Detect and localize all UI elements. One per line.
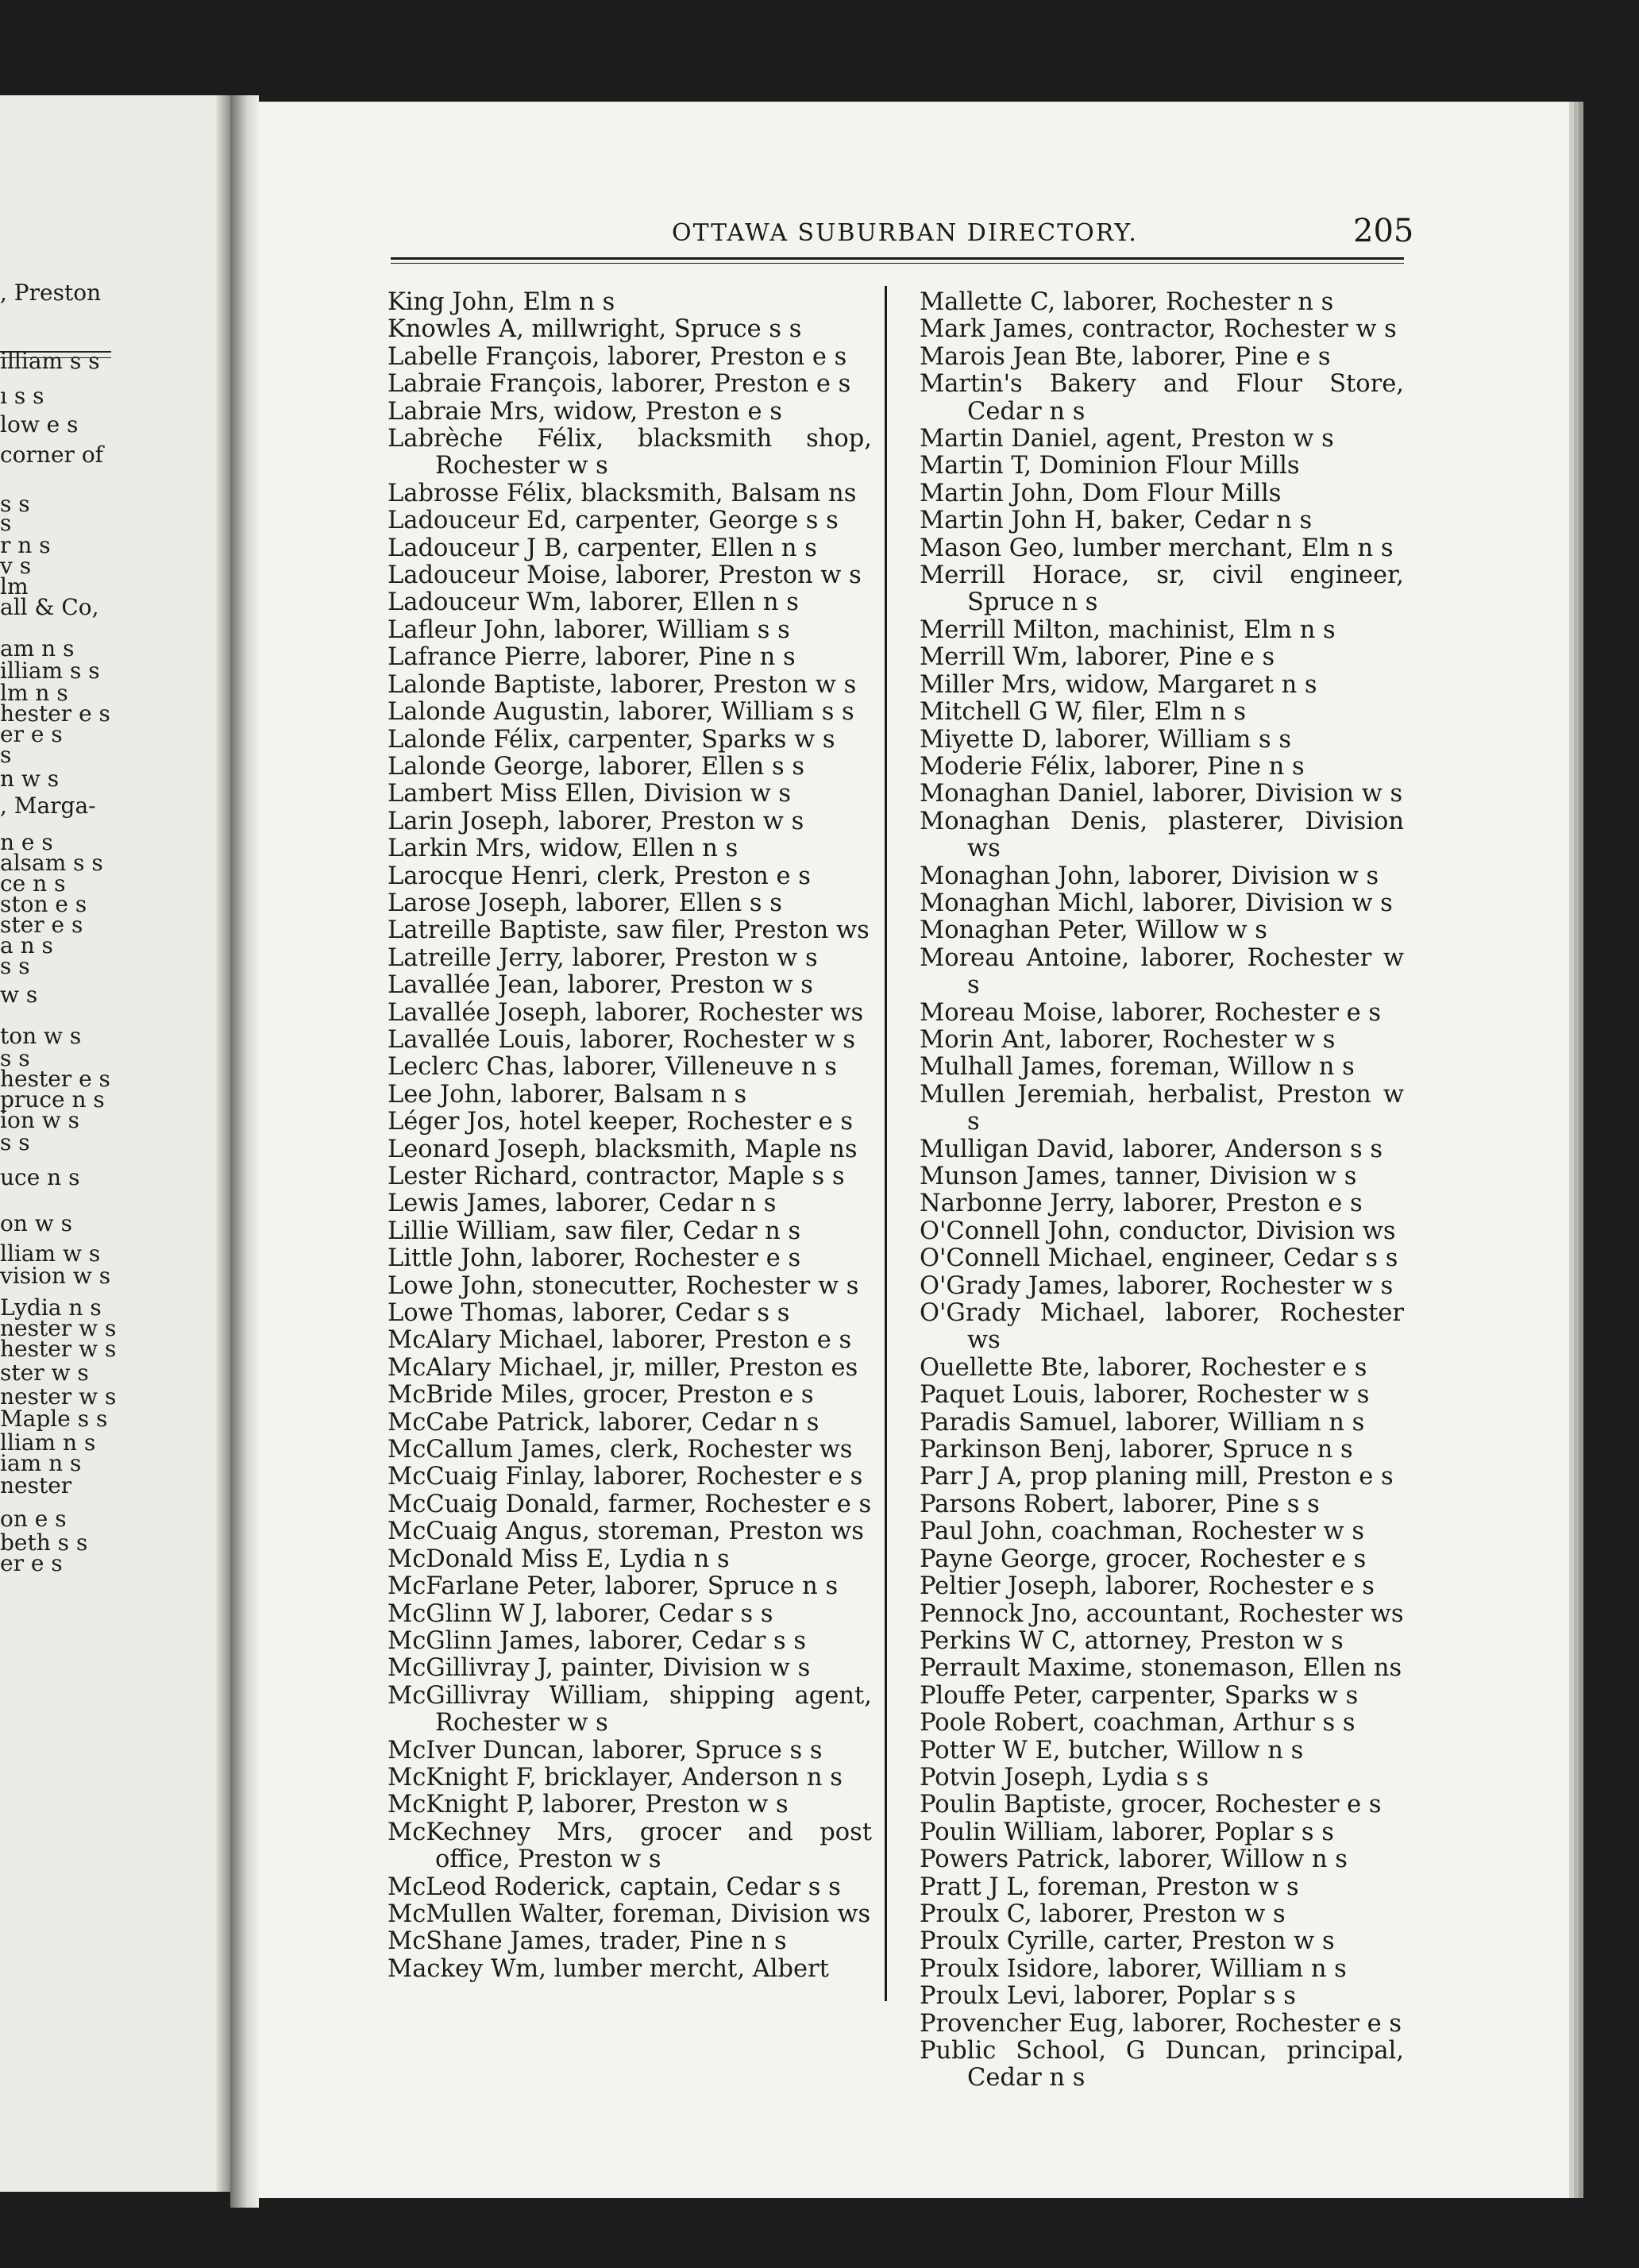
previous-page-fragment: nester w s	[0, 1315, 117, 1341]
directory-entry: O'Connell John, conductor, Division ws	[920, 1217, 1396, 1245]
directory-entry: Lalonde Félix, carpenter, Sparks w s	[388, 725, 835, 754]
directory-entry: Lalonde Augustin, laborer, William s s	[388, 698, 854, 727]
directory-entry: Martin T, Dominion Flour Mills	[920, 452, 1300, 480]
previous-page-fragment: s	[0, 510, 12, 536]
directory-entry: Narbonne Jerry, laborer, Preston e s	[920, 1190, 1363, 1218]
directory-entry: Larkin Mrs, widow, Ellen n s	[388, 835, 739, 863]
directory-entry: McAlary Michael, jr, miller, Preston es	[388, 1353, 858, 1382]
directory-entry: Proulx C, laborer, Preston w s	[920, 1900, 1286, 1928]
directory-entry: Larocque Henri, clerk, Preston e s	[388, 862, 811, 890]
running-header-title: OTTAWA SUBURBAN DIRECTORY.	[672, 219, 1138, 247]
directory-entry: Lalonde Baptiste, laborer, Preston w s	[388, 670, 857, 699]
directory-entry: Mulligan David, laborer, Anderson s s	[920, 1135, 1383, 1163]
previous-page-fragment: lliam n s	[0, 1429, 96, 1456]
previous-page-fragment: r n s	[0, 532, 51, 558]
previous-page-fragment: s s	[0, 1045, 30, 1071]
previous-page-fragment: Lydia n s	[0, 1294, 102, 1321]
directory-entry: McGillivray J, painter, Division w s	[388, 1654, 811, 1683]
directory-entry: Mason Geo, lumber merchant, Elm n s	[920, 534, 1394, 562]
directory-entry: Lester Richard, contractor, Maple s s	[388, 1163, 845, 1190]
previous-page-fragment: all & Co,	[0, 594, 99, 620]
directory-entry: Labelle François, laborer, Preston e s	[388, 342, 847, 371]
previous-page-fragment: ster e s	[0, 912, 83, 938]
directory-entry: McBride Miles, grocer, Preston e s	[388, 1381, 814, 1410]
previous-page-fragment: illiam s s	[0, 658, 100, 684]
previous-page-fragment: s s	[0, 953, 30, 979]
directory-entry: Mallette C, laborer, Rochester n s	[920, 288, 1334, 316]
previous-page-edge	[0, 95, 230, 2192]
previous-page-fragment: illiam s s	[0, 348, 100, 374]
directory-entry: Lambert Miss Ellen, Division w s	[388, 780, 792, 808]
previous-page-fragment: a n s	[0, 932, 53, 958]
previous-page-fragment: lm	[0, 573, 29, 600]
directory-entry: Ladouceur J B, carpenter, Ellen n s	[388, 534, 817, 562]
previous-page-fragment: beth s s	[0, 1529, 88, 1556]
directory-entry: McMullen Walter, foreman, Division ws	[388, 1900, 871, 1928]
directory-entry: Leclerc Chas, laborer, Villeneuve n s	[388, 1053, 837, 1082]
directory-entry: Munson James, tanner, Division w s	[920, 1163, 1357, 1190]
directory-entry: Monaghan Denis, plasterer, Division ws	[920, 807, 1404, 863]
directory-entry: Pratt J L, foreman, Preston w s	[920, 1873, 1299, 1901]
previous-page-fragment: hester w s	[0, 1336, 117, 1362]
directory-entry: Lafrance Pierre, laborer, Pine n s	[388, 643, 796, 672]
directory-entry: Miyette D, laborer, William s s	[920, 725, 1291, 754]
directory-entry: Labrosse Félix, blacksmith, Balsam ns	[388, 479, 857, 507]
directory-entry: Ladouceur Ed, carpenter, George s s	[388, 507, 839, 535]
directory-entry: Pennock Jno, accountant, Rochester ws	[920, 1599, 1404, 1628]
directory-entry: Leonard Joseph, blacksmith, Maple ns	[388, 1135, 858, 1163]
previous-page-fragment: corner of	[0, 442, 104, 468]
directory-entry: McAlary Michael, laborer, Preston e s	[388, 1326, 852, 1355]
previous-page-fragment: n e s	[0, 829, 53, 855]
directory-entry: Lavallée Joseph, laborer, Rochester ws	[388, 998, 864, 1027]
directory-entry: Knowles A, millwright, Spruce s s	[388, 315, 802, 344]
directory-entry: Labraie Mrs, widow, Preston e s	[388, 397, 782, 426]
directory-entry: Plouffe Peter, carpenter, Sparks w s	[920, 1681, 1359, 1710]
previous-page-fragment: er e s	[0, 721, 63, 747]
directory-entry: Monaghan John, laborer, Division w s	[920, 862, 1379, 890]
directory-entry: McKechney Mrs, grocer and post office, Preston w s	[388, 1818, 872, 1874]
directory-entry: Latreille Baptiste, saw filer, Preston ws	[388, 916, 870, 945]
directory-entry: Paul John, coachman, Rochester w s	[920, 1518, 1364, 1546]
directory-page	[259, 102, 1569, 2198]
previous-page-fragment: iam n s	[0, 1450, 82, 1476]
previous-page-fragment: on w s	[0, 1210, 73, 1236]
previous-page-fragment: ı s s	[0, 383, 44, 409]
page-fold-shadow	[216, 95, 230, 2192]
directory-entry: McCuaig Donald, farmer, Rochester e s	[388, 1490, 872, 1518]
directory-entry: Mullen Jeremiah, herbalist, Preston w s	[920, 1080, 1404, 1136]
previous-page-fragment: lm n s	[0, 680, 68, 706]
directory-entry: McShane James, trader, Pine n s	[388, 1927, 787, 1956]
directory-entry: Merrill Horace, sr, civil engineer, Spruce n s	[920, 561, 1404, 617]
directory-entry: McGlinn James, laborer, Cedar s s	[388, 1626, 807, 1655]
directory-entry: Perkins W C, attorney, Preston w s	[920, 1626, 1344, 1655]
directory-entry: Poulin Baptiste, grocer, Rochester e s	[920, 1791, 1382, 1819]
directory-entry: Poole Robert, coachman, Arthur s s	[920, 1709, 1356, 1738]
previous-page-fragment: , Preston	[0, 280, 102, 306]
previous-page-fragment: on e s	[0, 1506, 67, 1532]
directory-entry: McCuaig Finlay, laborer, Rochester e s	[388, 1463, 863, 1491]
directory-entry: Peltier Joseph, laborer, Rochester e s	[920, 1572, 1375, 1601]
previous-page-fragment: , Marga-	[0, 793, 96, 819]
page-number: 205	[1353, 213, 1414, 249]
column-divider	[885, 286, 887, 2001]
directory-entry: Moreau Moise, laborer, Rochester e s	[920, 998, 1381, 1027]
book-gutter	[230, 95, 259, 2208]
directory-entry: Lavallée Louis, laborer, Rochester w s	[388, 1025, 856, 1054]
previous-page-fragment: w s	[0, 982, 38, 1008]
directory-entry: Proulx Isidore, laborer, William n s	[920, 1954, 1347, 1983]
directory-entry: Morin Ant, laborer, Rochester w s	[920, 1025, 1336, 1054]
directory-entry: Public School, G Duncan, principal, Cedar n s	[920, 2037, 1404, 2092]
directory-entry: O'Connell Michael, engineer, Cedar s s	[920, 1244, 1398, 1273]
directory-entry: Monaghan Peter, Willow w s	[920, 916, 1267, 945]
right-column	[920, 289, 1404, 2092]
previous-page-fragment: pruce n s	[0, 1086, 105, 1113]
header-rule-thin	[391, 263, 1404, 264]
directory-entry: Lowe Thomas, laborer, Cedar s s	[388, 1299, 790, 1328]
directory-entry: Latreille Jerry, laborer, Preston w s	[388, 943, 818, 972]
directory-entry: Poulin William, laborer, Poplar s s	[920, 1818, 1334, 1846]
directory-entry: McIver Duncan, laborer, Spruce s s	[388, 1736, 823, 1765]
directory-entry: McGillivray William, shipping agent, Rochester w s	[388, 1681, 872, 1738]
directory-entry: Little John, laborer, Rochester e s	[388, 1244, 801, 1273]
directory-entry: Miller Mrs, widow, Margaret n s	[920, 670, 1317, 699]
directory-entry: McKnight F, bricklayer, Anderson n s	[388, 1763, 843, 1792]
previous-page-fragment: lliam w s	[0, 1240, 101, 1267]
previous-page-fragment: low e s	[0, 411, 79, 438]
directory-entry: Merrill Wm, laborer, Pine e s	[920, 643, 1275, 672]
directory-entry: Paradis Samuel, laborer, William n s	[920, 1408, 1365, 1437]
directory-entry: Parr J A, prop planing mill, Preston e s	[920, 1463, 1394, 1491]
directory-entry: Monaghan Daniel, laborer, Division w s	[920, 780, 1403, 808]
directory-entry: McCallum James, clerk, Rochester ws	[388, 1436, 853, 1464]
directory-entry: Moreau Antoine, laborer, Rochester w s	[920, 943, 1404, 1000]
header-rule	[391, 257, 1404, 260]
directory-entry: Potter W E, butcher, Willow n s	[920, 1736, 1304, 1765]
directory-entry: Ouellette Bte, laborer, Rochester e s	[920, 1353, 1367, 1382]
previous-page-fragment: uce n s	[0, 1164, 80, 1190]
directory-entry: Lee John, laborer, Balsam n s	[388, 1080, 747, 1109]
previous-page-fragment: ce n s	[0, 870, 66, 897]
directory-entry: Provencher Eug, laborer, Rochester e s	[920, 2009, 1402, 2038]
previous-page-fragment: s s	[0, 491, 30, 517]
previous-page-fragment: ster w s	[0, 1360, 89, 1386]
directory-entry: Monaghan Michl, laborer, Division w s	[920, 889, 1393, 917]
previous-page-fragment: s	[0, 742, 12, 768]
left-column	[388, 289, 872, 1983]
directory-entry: Payne George, grocer, Rochester e s	[920, 1545, 1367, 1573]
directory-entry: Martin's Bakery and Flour Store, Cedar n s	[920, 370, 1404, 426]
directory-entry: McFarlane Peter, laborer, Spruce n s	[388, 1572, 839, 1601]
directory-entry: Paquet Louis, laborer, Rochester w s	[920, 1381, 1370, 1410]
directory-entry: Powers Patrick, laborer, Willow n s	[920, 1846, 1348, 1874]
previous-page-fragment: v s	[0, 553, 32, 579]
directory-entry: Labrèche Félix, blacksmith shop, Rochester w s	[388, 425, 872, 480]
previous-page-fragment: s s	[0, 1129, 30, 1155]
directory-entry: McGlinn W J, laborer, Cedar s s	[388, 1599, 773, 1628]
previous-page-fragment: vision w s	[0, 1263, 111, 1289]
directory-entry: Merrill Milton, machinist, Elm n s	[920, 615, 1336, 644]
directory-entry: Ladouceur Wm, laborer, Ellen n s	[388, 588, 799, 617]
directory-entry: Proulx Levi, laborer, Poplar s s	[920, 1982, 1296, 2011]
directory-entry: Parsons Robert, laborer, Pine s s	[920, 1490, 1320, 1518]
previous-page-fragment: hester e s	[0, 700, 110, 727]
directory-entry: Martin John H, baker, Cedar n s	[920, 507, 1313, 535]
previous-page-fragment: am n s	[0, 635, 75, 662]
previous-page-fragment: nester w s	[0, 1383, 117, 1410]
directory-entry: King John, Elm n s	[388, 288, 615, 316]
directory-entry: O'Grady Michael, laborer, Rochester ws	[920, 1299, 1404, 1355]
directory-entry: Lafleur John, laborer, William s s	[388, 615, 790, 644]
directory-entry: Labraie François, laborer, Preston e s	[388, 370, 851, 399]
previous-page-fragment: er e s	[0, 1550, 63, 1576]
previous-page-fragment: hester e s	[0, 1066, 110, 1092]
directory-entry: McCabe Patrick, laborer, Cedar n s	[388, 1408, 820, 1437]
previous-page-fragment: ion w s	[0, 1107, 79, 1133]
directory-entry: McDonald Miss E, Lydia n s	[388, 1545, 730, 1573]
directory-entry: Mackey Wm, lumber mercht, Albert	[388, 1954, 829, 1983]
directory-entry: Moderie Félix, laborer, Pine n s	[920, 752, 1305, 781]
previous-page-fragment: Maple s s	[0, 1406, 108, 1432]
directory-entry: Mulhall James, foreman, Willow n s	[920, 1053, 1355, 1082]
directory-entry: Potvin Joseph, Lydia s s	[920, 1763, 1209, 1792]
previous-page-fragment: ton w s	[0, 1023, 82, 1049]
directory-entry: Parkinson Benj, laborer, Spruce n s	[920, 1436, 1353, 1464]
directory-entry: Mark James, contractor, Rochester w s	[920, 315, 1397, 344]
directory-entry: O'Grady James, laborer, Rochester w s	[920, 1271, 1394, 1300]
directory-entry: McKnight P, laborer, Preston w s	[388, 1791, 789, 1819]
directory-entry: Lavallée Jean, laborer, Preston w s	[388, 971, 813, 1000]
previous-page-fragment: nester	[0, 1472, 72, 1498]
directory-entry: McCuaig Angus, storeman, Preston ws	[388, 1518, 864, 1546]
directory-entry: Larin Joseph, laborer, Preston w s	[388, 807, 804, 835]
previous-page-fragment: alsam s s	[0, 850, 103, 876]
previous-page-fragment: n w s	[0, 766, 60, 792]
directory-entry: Léger Jos, hotel keeper, Rochester e s	[388, 1108, 854, 1136]
directory-entry: McLeod Roderick, captain, Cedar s s	[388, 1873, 841, 1901]
directory-entry: Marois Jean Bte, laborer, Pine e s	[920, 342, 1331, 371]
directory-entry: Proulx Cyrille, carter, Preston w s	[920, 1927, 1335, 1956]
previous-page-fragment: ston e s	[0, 891, 87, 917]
directory-entry: Lillie William, saw filer, Cedar n s	[388, 1217, 801, 1245]
directory-entry: Martin Daniel, agent, Preston w s	[920, 425, 1334, 453]
directory-entry: Mitchell G W, filer, Elm n s	[920, 698, 1247, 727]
directory-entry: Martin John, Dom Flour Mills	[920, 479, 1282, 507]
directory-entry: Lowe John, stonecutter, Rochester w s	[388, 1271, 859, 1300]
directory-entry: Perrault Maxime, stonemason, Ellen ns	[920, 1654, 1402, 1683]
directory-entry: Larose Joseph, laborer, Ellen s s	[388, 889, 782, 917]
directory-entry: Lalonde George, laborer, Ellen s s	[388, 752, 805, 781]
directory-entry: Ladouceur Moise, laborer, Preston w s	[388, 561, 862, 590]
directory-entry: Lewis James, laborer, Cedar n s	[388, 1190, 777, 1218]
